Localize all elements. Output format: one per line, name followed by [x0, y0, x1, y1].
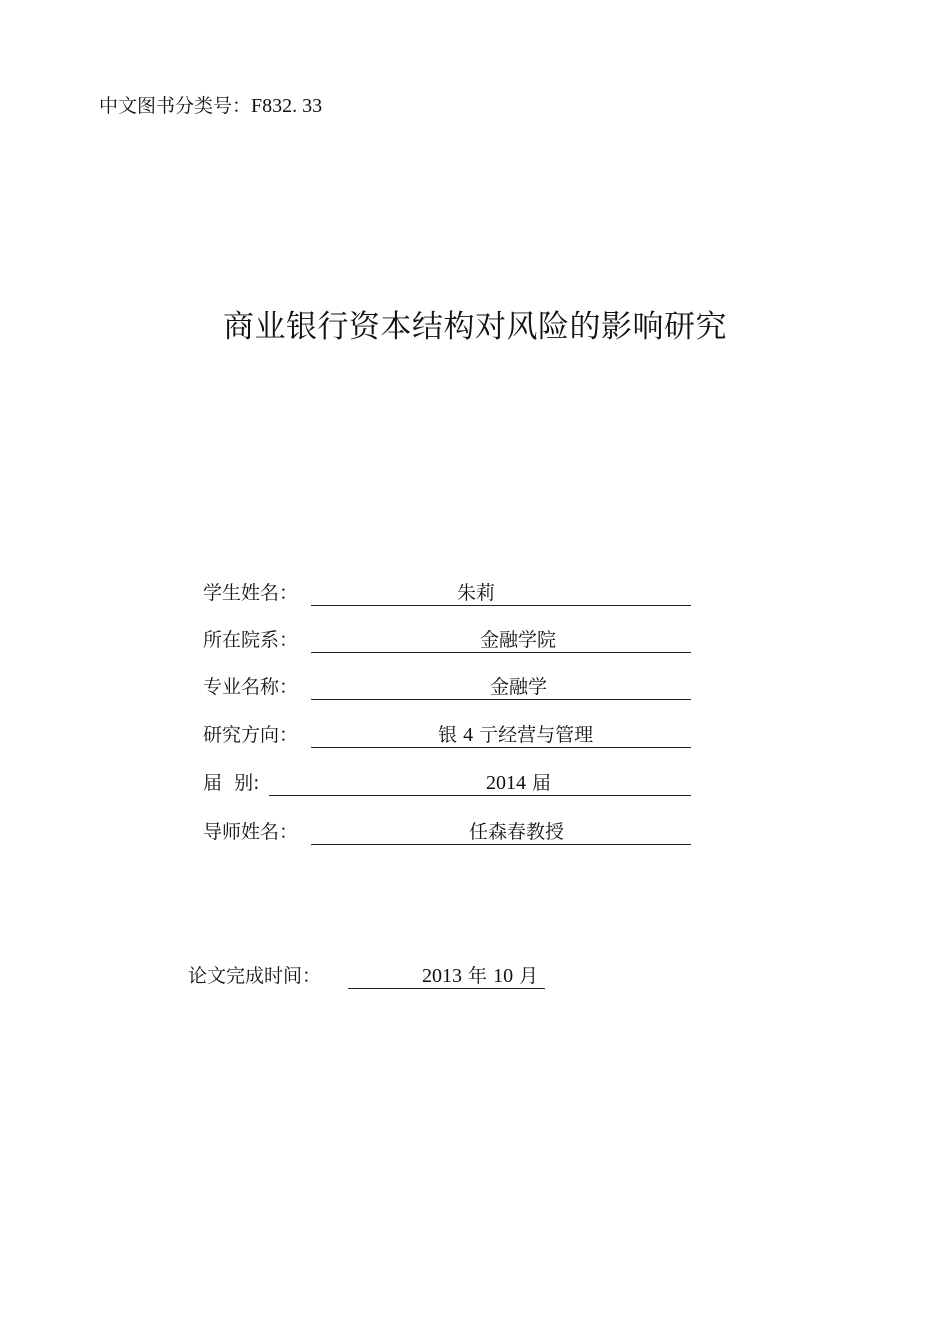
- advisor-value: 任森春教授: [469, 821, 565, 843]
- department-label: 所在院系：: [203, 629, 299, 651]
- major-value: 金融学: [490, 676, 548, 698]
- research-direction-value-num: 4: [463, 724, 474, 746]
- completion-year-unit: 年: [468, 965, 488, 987]
- session-value-num: 2014: [486, 772, 526, 794]
- session-field: [203, 769, 691, 797]
- classification-code: F832. 33: [251, 95, 323, 117]
- thesis-title: 商业银行资本结构对风险的影响研究: [223, 309, 727, 345]
- completion-time-value: [422, 962, 538, 990]
- research-direction-value-suffix: 亍经营与管理: [479, 724, 594, 746]
- major-label: 专业名称：: [203, 676, 299, 698]
- advisor-label: 导师姓名：: [203, 821, 299, 843]
- completion-month: 10: [493, 965, 514, 987]
- research-direction-value: [438, 721, 593, 749]
- student-name-label: 学生姓名：: [203, 582, 299, 604]
- major-field: [203, 673, 691, 701]
- session-value: [486, 769, 551, 797]
- completion-month-unit: 月: [519, 965, 539, 987]
- session-label: 届 别:: [203, 772, 260, 794]
- student-name-field: [203, 579, 691, 607]
- session-value-suffix: 届: [532, 772, 552, 794]
- completion-time-label: 论文完成时间：: [188, 965, 322, 987]
- student-name-value: 朱莉: [457, 582, 496, 604]
- completion-year: 2013: [422, 965, 462, 987]
- session-underline: [269, 769, 691, 796]
- advisor-field: [203, 818, 691, 846]
- research-direction-value-prefix: 银: [438, 724, 458, 746]
- completion-time-field: [188, 962, 548, 990]
- department-value: 金融学院: [480, 629, 557, 651]
- department-field: [203, 626, 691, 654]
- classification-number: [99, 93, 322, 119]
- research-direction-label: 研究方向：: [203, 724, 299, 746]
- student-name-underline: [311, 579, 691, 606]
- classification-label: 中文图书分类号：: [99, 95, 252, 117]
- research-direction-field: [203, 721, 691, 749]
